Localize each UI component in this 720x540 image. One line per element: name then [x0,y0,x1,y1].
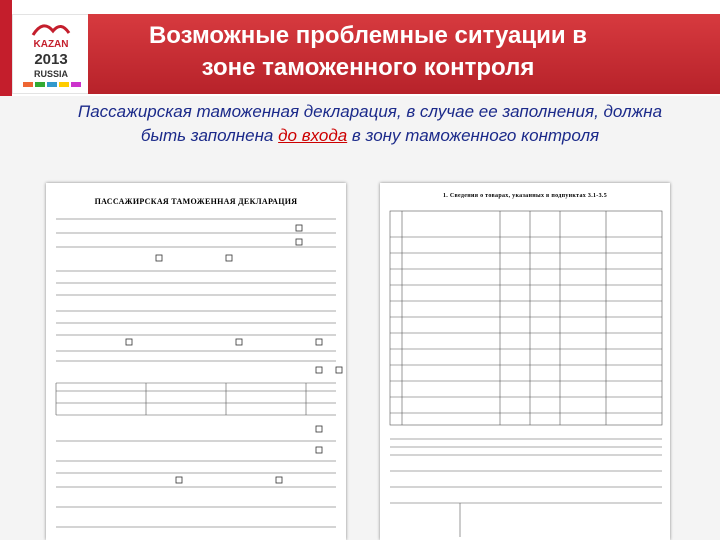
declaration-page-1 [46,183,346,540]
accent-bar [0,0,12,96]
page-title [88,20,648,84]
form-lines-icon [46,211,346,540]
logo-line3: RUSSIA [33,69,68,79]
subtitle [70,100,670,148]
declaration-page-2-title: 1. Сведения о товарах, указанных в подпунктах 3.1-3.5 [442,193,608,199]
subtitle-part1: Пассажирская таможенная декларация, в случае ее заполнения, должна быть заполнена [77,102,663,145]
subtitle-highlight: до входа [278,126,348,145]
title-line1: Возможные проблемные ситуации в [148,22,588,49]
title-line2: зоне таможенного контроля [201,54,535,81]
header [0,0,720,96]
declaration-page-2 [380,183,670,540]
declaration-title: ПАССАЖИРСКАЯ ТАМОЖЕННАЯ ДЕКЛАРАЦИЯ [94,197,298,206]
table-lines-icon [380,207,670,537]
universiade-logo [12,14,90,94]
subtitle-part2: в зону таможенного контроля [347,126,600,145]
logo-mark-icon [13,17,89,41]
logo-line2: 2013 [34,51,68,68]
logo-line1: KAZAN [33,39,69,50]
logo-stripes-icon [13,81,89,89]
